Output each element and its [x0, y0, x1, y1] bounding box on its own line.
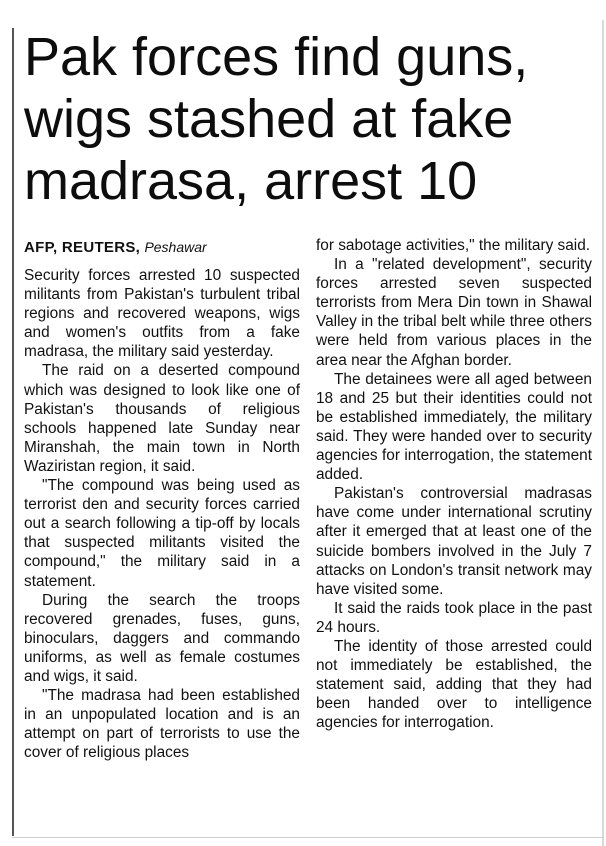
article-body [24, 236, 592, 836]
left-column-rule [12, 28, 14, 836]
paragraph: In a "related development", security forces arrested seven suspected terrorists from Mera Din town in Shawal Valley in the tribal belt while three others were held from various places in the area near the Afghan border. [316, 256, 592, 369]
byline-agencies: AFP, REUTERS, [24, 239, 141, 256]
paragraph: The identity of those arrested could not immediately be established, the statement said, adding that they had been handed over to intelligence agencies for interrogation. [316, 637, 592, 732]
paragraph: During the search the troops recovered grenades, fuses, guns, binoculars, daggers and commando uniforms, as well as female costumes and wigs, it said. [24, 591, 300, 685]
paragraph: Pakistan's controversial madrasas have come under international scrutiny after it emerged that at least one of the suicide bombers involved in the July 7 attacks on London's transit network may have visited some. [316, 485, 592, 598]
paragraph: The detainees were all aged between 18 and 25 but their identities could not be established immediately, the military said. They were handed over to security agencies for interrogation, the statement added. [316, 370, 592, 484]
headline: Pak forces find guns, wigs stashed at fake madrasa, arrest 10 [24, 27, 529, 211]
column-left [24, 236, 300, 836]
column-right [316, 236, 592, 836]
paragraph: Security forces arrested 10 suspected militants from Pakistan's turbulent tribal regions and recovered weapons, wigs and women's outfits from a fake madrasa, the military said yesterday. [24, 267, 300, 361]
bottom-edge-rule [12, 837, 604, 838]
paragraph-continued: for sabotage activities," the military said. [316, 237, 591, 254]
byline-place: Peshawar [144, 239, 207, 255]
paragraph: It said the raids took place in the past 24 hours. [316, 599, 592, 636]
paragraph: The raid on a deserted compound which was designed to look like one of Pakistan's thousands of religious schools happened late Sunday near Miranshah, the main town in North Waziristan region, it said. [24, 362, 300, 475]
byline [24, 236, 300, 259]
right-edge-rule [602, 20, 604, 846]
paragraph: "The madrasa had been established in an unpopulated location and is an attempt on part of terrorists to use the cover of religious places [24, 687, 300, 762]
paragraph: "The compound was being used as terrorist den and security forces carried out a search following a tip-off by locals that suspected militants visited the compound," the military said in a statement. [24, 477, 300, 590]
